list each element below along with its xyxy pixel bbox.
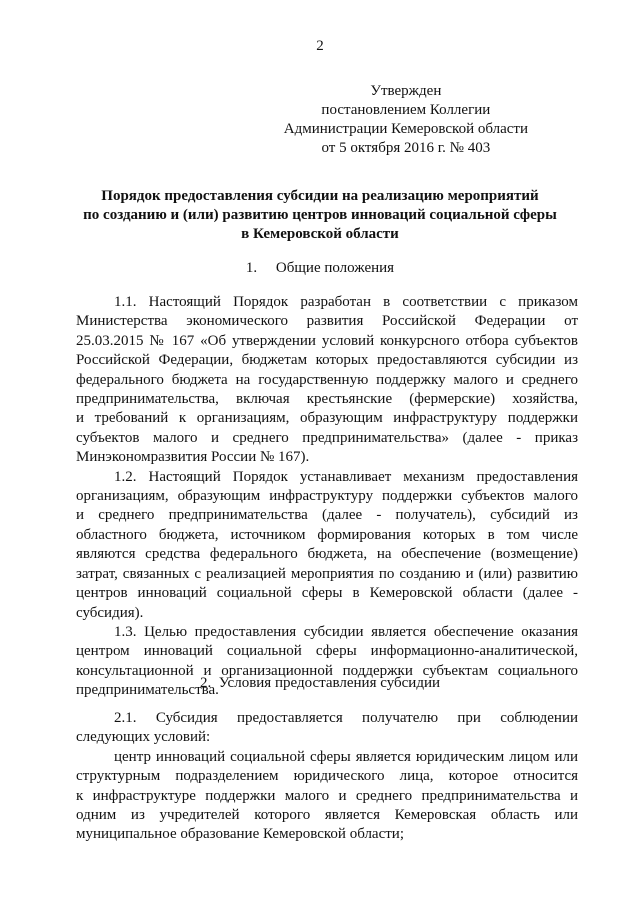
paragraph-line: затрат, связанных с реализацией мероприятия по созданию и (или) развитию (76, 565, 578, 582)
document-title (0, 187, 640, 244)
paragraph-line: муниципальное образование Кемеровской области; (76, 826, 405, 843)
paragraph-line: центр инноваций социальной сферы является юридическим лицом или (114, 748, 578, 765)
title-line: по созданию и (или) развитию центров инноваций социальной сферы (83, 207, 557, 223)
paragraph-line: предпринимательства, включая крестьянские (фермерские) хозяйства, (76, 391, 578, 408)
paragraph-line: и среднего предпринимательства (далее - получатель), субсидий из (76, 507, 578, 524)
paragraph-line: федерального бюджета на государственную поддержку малого и среднего (76, 371, 578, 388)
title-line: в Кемеровской области (241, 226, 399, 242)
paragraph-line: 1.3. Целью предоставления субсидии является обеспечение оказания (114, 623, 578, 640)
approval-line: Администрации Кемеровской области (283, 121, 528, 137)
paragraph-line: субсидия). (76, 604, 144, 621)
paragraph-line: и требований к организациям, образующим инфраструктуру поддержки (76, 410, 578, 427)
paragraph-line: 1.2. Настоящий Порядок устанавливает механизм предоставления (114, 468, 578, 485)
paragraph-line: Министерства экономического развития Российской Федерации от (76, 313, 578, 330)
paragraph-line: 2.1. Субсидия предоставляется получателю при соблюдении (114, 710, 578, 726)
paragraph-line: одним из учредителей которого является Кемеровская область или (76, 807, 578, 824)
section-heading-conditions: 2. Условия предоставления субсидии (199, 675, 440, 691)
paragraph-line: 1.1. Настоящий Порядок разработан в соответствии с приказом (114, 294, 578, 310)
paragraph-line: консультационной и организационной поддержки субъектам социального (76, 662, 578, 679)
section-heading-general: 1. Общие положения (245, 260, 395, 276)
paragraph-line: организациям, образующим инфраструктуру поддержки субъектов малого (76, 488, 578, 505)
section-body-conditions (76, 709, 578, 845)
approval-line: постановлением Коллегии (321, 102, 491, 118)
paragraph-line: следующих условий: (76, 729, 211, 746)
paragraph-line: 25.03.2015 № 167 «Об утверждении условий конкурсного отбора субъектов (76, 332, 578, 349)
paragraph-line: структурным подразделением юридического лица, которое относится (76, 768, 578, 785)
paragraph-line: предпринимательства. (76, 682, 219, 699)
paragraph-line: субъектов малого и среднего предпринимательства» (далее - приказ (76, 429, 578, 446)
paragraph-line: Российской Федерации, бюджетам которых предоставляются субсидии из (76, 352, 578, 369)
section-body-general (76, 293, 578, 701)
title-line: Порядок предоставления субсидии на реализацию мероприятий (101, 188, 539, 204)
page-number: 2 (316, 38, 324, 54)
paragraph-line: к инфраструктуре поддержки малого и среднего предпринимательства и (76, 787, 578, 804)
paragraph-line: центров инноваций социальной сферы в Кемеровской области (далее - (76, 585, 578, 602)
paragraph-line: являются средства федерального бюджета, на обеспечение (возмещение) (76, 546, 578, 563)
paragraph-line: областного бюджета, источником формирования которых в том числе (76, 526, 578, 543)
paragraph-line: центром инноваций социальной сферы информационно-аналитической, (76, 643, 578, 660)
approval-stamp (284, 82, 528, 158)
approval-line: Утвержден (370, 83, 442, 99)
approval-line: от 5 октября 2016 г. № 403 (321, 140, 491, 156)
paragraph-line: Минэкономразвития России № 167). (76, 449, 310, 466)
